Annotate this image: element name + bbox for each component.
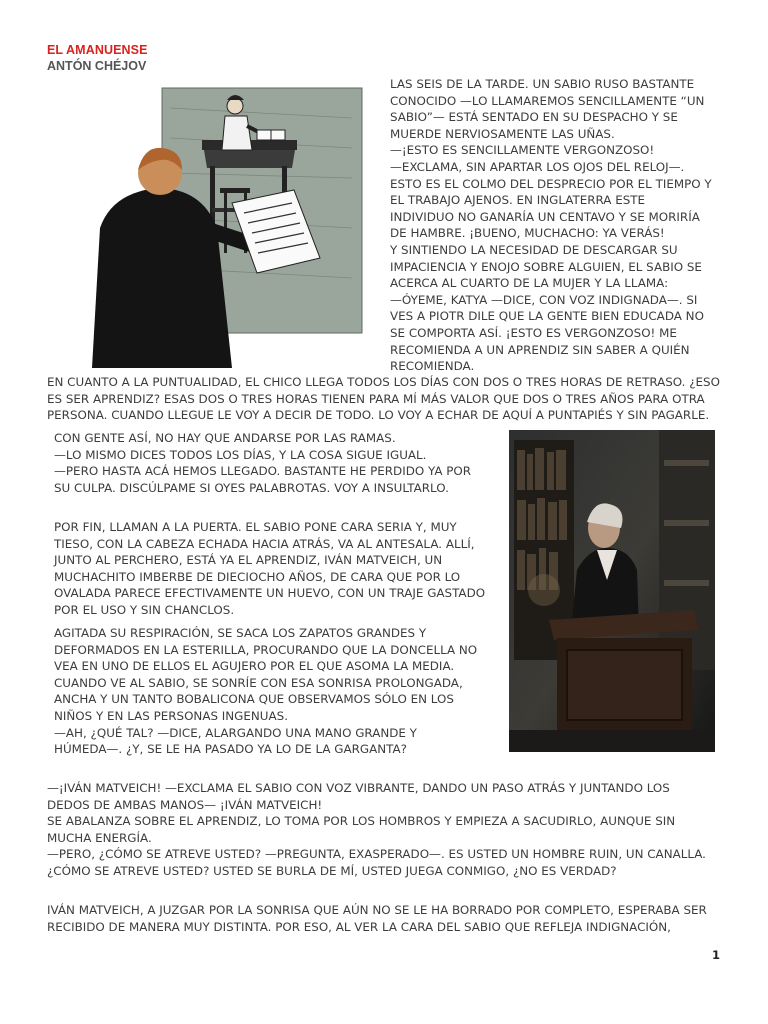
story-title: EL AMANUENSE xyxy=(47,43,148,57)
text-line: ESTO ES EL COLMO DEL DESPRECIO POR EL TIEMPO Y xyxy=(390,176,712,191)
text-line: CONOCIDO —LO LLAMAREMOS SENCILLAMENTE “UN xyxy=(390,93,705,108)
text-line: IMPACIENCIA Y ENOJO SOBRE ALGUIEN, EL SABIO SE xyxy=(390,259,702,274)
text-line: INDIVIDUO NO GANARÍA UN CENTAVO Y SE MORIRÍA xyxy=(390,209,700,224)
text-line: HÚMEDA—. ¿Y, SE LE HA PASADO YA LO DE LA GARGANTA? xyxy=(54,742,407,757)
text-line: —AH, ¿QUÉ TAL? —DICE, ALARGANDO UNA MANO GRANDE Y xyxy=(54,725,417,740)
text-line: EN CUANTO A LA PUNTUALIDAD, EL CHICO LLEGA TODOS LOS DÍAS CON DOS O TRES HORAS DE RETRASO. ¿ESO xyxy=(47,375,720,389)
paragraph-5 xyxy=(54,625,477,758)
text-line: VES A PIOTR DILE QUE LA GENTE BIEN EDUCADA NO xyxy=(390,309,704,324)
text-line: —PERO HASTA ACÁ HEMOS LLEGADO. BASTANTE HE PERDIDO YA POR xyxy=(54,464,472,479)
text-line: VEA EN UNO DE ELLOS EL AGUJERO POR EL QUE ASOMA LA MEDIA. xyxy=(54,659,455,674)
text-line: SE ABALANZA SOBRE EL APRENDIZ, LO TOMA POR LOS HOMBROS Y EMPIEZA A SACUDIRLO, AUNQUE SIN xyxy=(47,814,676,829)
text-line: —¡ESTO ES SENCILLAMENTE VERGONZOSO! xyxy=(390,143,655,158)
paragraph-3 xyxy=(54,430,471,496)
text-line: ¿CÓMO SE ATREVE USTED? USTED SE BURLA DE MÍ, USTED JUEGA CONMIGO, ¿NO ES VERDAD? xyxy=(47,863,617,878)
text-line: DEFORMADOS EN LA ESTERILLA, PROCURANDO QUE LA DONCELLA NO xyxy=(54,642,478,657)
text-line: PERSONA. CUANDO LLEGUE LE VOY A DECIR DE TODO. LO VOY A ECHAR DE AQUÍ A PUNTAPIÉS Y SIN PAGARLE. xyxy=(47,408,710,423)
text-line: IVÁN MATVEICH, A JUZGAR POR LA SONRISA QUE AÚN NO SE LE HA BORRADO POR COMPLETO, ESPERABA SER xyxy=(47,903,707,917)
illustration-hombre-en-escritorio xyxy=(509,430,715,752)
paragraph-6 xyxy=(47,780,706,880)
text-line: NIÑOS Y EN LAS PERSONAS INGENUAS. xyxy=(54,708,288,723)
text-line: Y SINTIENDO LA NECESIDAD DE DESCARGAR SU xyxy=(390,242,678,257)
text-line: EL TRABAJO AJENOS. EN INGLATERRA ESTE xyxy=(390,193,646,208)
text-line: POR EL USO Y SIN CHANCLOS. xyxy=(54,602,235,617)
text-line: RECOMIENDA. xyxy=(390,359,475,374)
text-line: —¡IVÁN MATVEICH! —EXCLAMA EL SABIO CON VOZ VIBRANTE, DANDO UN PASO ATRÁS Y JUNTANDO LOS xyxy=(47,781,670,795)
text-line: DE HAMBRE. ¡BUENO, MUCHACHO: YA VERÁS! xyxy=(390,226,665,241)
text-line: CUANDO VE AL SABIO, SE SONRÍE CON ESA SONRISA PROLONGADA, xyxy=(54,675,463,690)
text-line: ACERCA AL CUARTO DE LA MUJER Y LA LLAMA: xyxy=(390,276,669,291)
page-number: 1 xyxy=(712,948,721,962)
text-line: ES SER APRENDIZ? ESAS DOS O TRES HORAS TIENEN PARA MÍ MÁS VALOR QUE DOS O TRES AÑOS PARA OTRA xyxy=(47,391,705,406)
text-line: RECIBIDO DE MANERA MUY DISTINTA. POR ESO, AL VER LA CARA DEL SABIO QUE REFLEJA INDIGNACIÓN, xyxy=(47,919,671,934)
text-line: TIESO, CON LA CABEZA ECHADA HACIA ATRÁS, VA AL ANTESALA. ALLÍ, xyxy=(54,536,475,551)
text-line: POR FIN, LLAMAN A LA PUERTA. EL SABIO PONE CARA SERIA Y, MUY xyxy=(54,520,457,534)
text-line: —PERO, ¿CÓMO SE ATREVE USTED? —PREGUNTA, EXASPERADO—. ES USTED UN HOMBRE RUIN, UN CANALLA. xyxy=(47,847,706,862)
story-author: ANTÓN CHÉJOV xyxy=(47,59,147,73)
text-line: —ÓYEME, KATYA —DICE, CON VOZ INDIGNADA—. SI xyxy=(390,292,698,307)
illustration-sabio-aprendiz xyxy=(52,78,377,368)
paragraph-2 xyxy=(47,374,720,424)
text-line: DEDOS DE AMBAS MANOS— ¡IVÁN MATVEICH! xyxy=(47,797,323,812)
paragraph-7 xyxy=(47,902,707,935)
text-line: AGITADA SU RESPIRACIÓN, SE SACA LOS ZAPATOS GRANDES Y xyxy=(54,626,427,640)
text-line: —EXCLAMA, SIN APARTAR LOS OJOS DEL RELOJ—. xyxy=(390,159,685,174)
text-line: RECOMIENDA A UN APRENDIZ SIN SABER A QUIÉN xyxy=(390,342,690,357)
text-line: LAS SEIS DE LA TARDE. UN SABIO RUSO BASTANTE xyxy=(390,77,695,91)
paragraph-4 xyxy=(54,519,485,619)
text-line: MUERDE NERVIOSAMENTE LAS UÑAS. xyxy=(390,126,615,141)
paragraph-1 xyxy=(390,76,712,375)
text-line: MUCHACHITO IMBERBE DE DIECIOCHO AÑOS, DE CARA QUE POR LO xyxy=(54,569,461,584)
text-line: ANCHA Y UN TANTO BOBALICONA QUE OBSERVAMOS SÓLO EN LOS xyxy=(54,692,454,707)
text-line: JUNTO AL PERCHERO, ESTÁ YA EL APRENDIZ, IVÁN MATVEICH, UN xyxy=(54,553,443,568)
text-line: SU CULPA. DISCÚLPAME SI OYES PALABROTAS. VOY A INSULTARLO. xyxy=(54,480,449,495)
text-line: —LO MISMO DICES TODOS LOS DÍAS, Y LA COSA SIGUE IGUAL. xyxy=(54,447,427,462)
text-line: SABIO”— ESTÁ SENTADO EN SU DESPACHO Y SE xyxy=(390,110,678,125)
text-line: MUCHA ENERGÍA. xyxy=(47,830,152,845)
text-line: CON GENTE ASÍ, NO HAY QUE ANDARSE POR LAS RAMAS. xyxy=(54,431,396,445)
text-line: SE COMPORTA ASÍ. ¡ESTO ES VERGONZOSO! ME xyxy=(390,325,677,340)
text-line: OVALADA PARECE EFECTIVAMENTE UN HUEVO, CON UN TRAJE GASTADO xyxy=(54,586,486,601)
